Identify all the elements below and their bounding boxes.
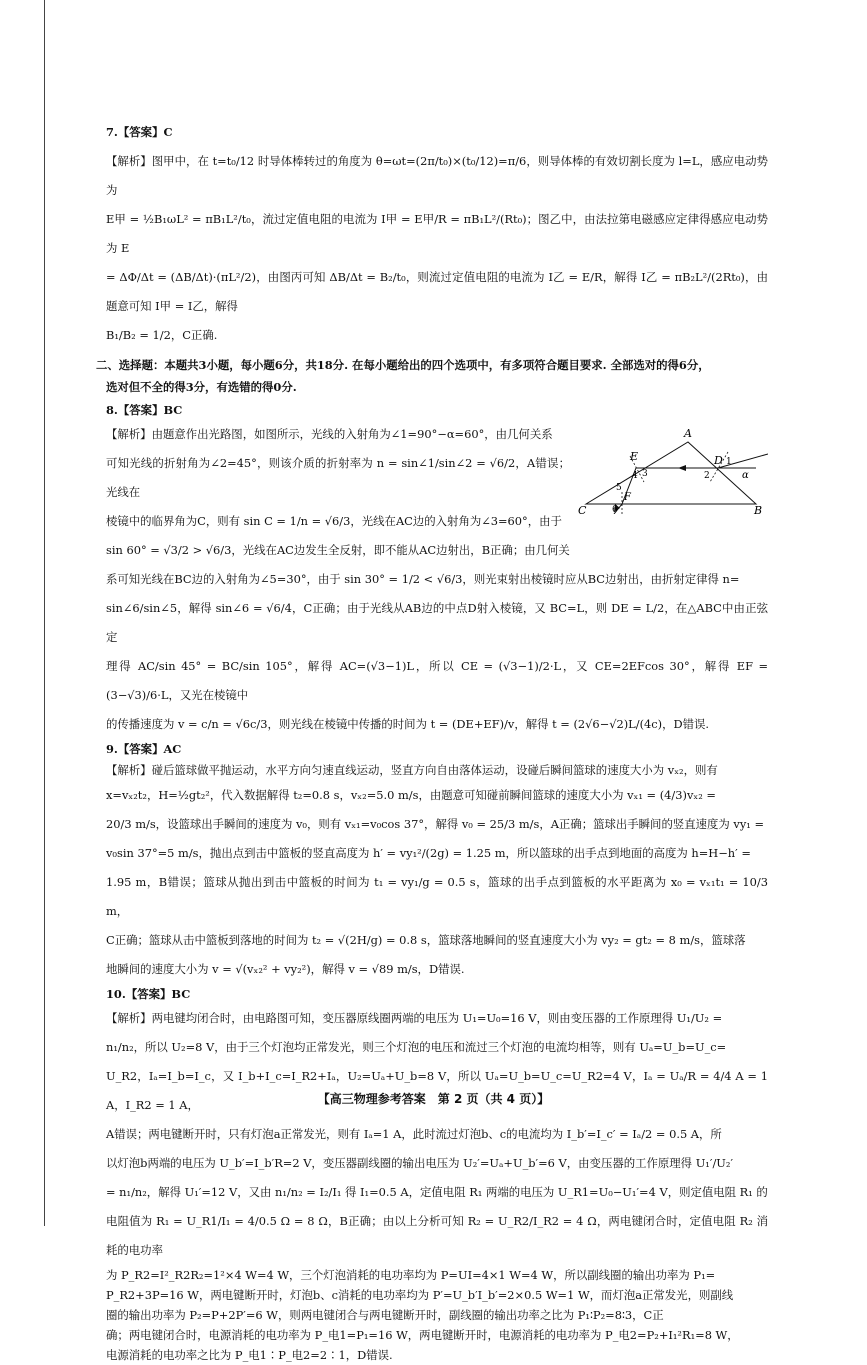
angle-6: 6: [612, 505, 618, 514]
prism-triangle: [586, 442, 756, 504]
q8-line-2: 可知光线的折射角为∠2=45°，则该介质的折射率为 n = sin∠1/sin∠2 = √6/2，A错误；光线在: [106, 456, 570, 499]
q10-line-11: 确；两电键闭合时，电源消耗的电功率为 P_电1=P₁=16 W，两电键断开时，电源消耗的电功率为 P_电2=P₂+I₁²R₁=8 W，: [106, 1328, 739, 1342]
section2-heading-1: 二、选择题：本题共3小题，每小题6分，共18分. 在每小题给出的四个选项中，有多项符合题目要求. 全部选对的得6分，: [96, 358, 710, 372]
q10-line-4: A错误；两电键断开时，只有灯泡a正常发光，则有 Iₐ=1 A，此时流过灯泡b、c的电流均为 I_b′=I_c′ = Iₐ/2 = 0.5 A，所: [106, 1127, 722, 1141]
angle-1: 1: [726, 457, 732, 467]
page-footer: 【高三物理参考答案 第 2 页（共 4 页）】: [317, 1092, 550, 1106]
q8-answer: 8.【答案】BC: [106, 403, 183, 417]
q10-line-12: 电源消耗的电功率之比为 P_电1∶P_电2=2∶1，D错误.: [106, 1348, 393, 1362]
q10-line-2: n₁/n₂，所以 U₂=8 V，由于三个灯泡均正常发光，则三个灯泡的电压和流过三个灯泡的电流均相等，则有 Uₐ=U_b=U_c=: [106, 1040, 727, 1054]
label-e: E: [630, 450, 639, 463]
q10-line-1: 【解析】两电键均闭合时，由电路图可知，变压器原线圈两端的电压为 U₁=U₀=16 V，则由变压器的工作原理得 U₁/U₂ =: [106, 1011, 723, 1025]
q7-line-4: B₁/B₂ = 1/2，C正确.: [106, 328, 218, 342]
q9-line-1: 【解析】碰后篮球做平抛运动，水平方向匀速直线运动，竖直方向自由落体运动，设碰后瞬间篮球的速度大小为 vₓ₂，则有: [106, 763, 718, 777]
q7-line-1: 【解析】图甲中，在 t=t₀/12 时导体棒转过的角度为 θ=ωt=(2π/t₀)×(t₀/12)=π/6，则导体棒的有效切割长度为 l=L，感应电动势为: [106, 154, 768, 197]
q10-line-6: = n₁/n₂，解得 U₁′=12 V，又由 n₁/n₂ = I₂/I₁ 得 I₁=0.5 A，定值电阻 R₁ 两端的电压为 U_R1=U₀−U₁′=4 V，则定值电阻 R₁ 的: [106, 1185, 768, 1199]
q8-line-8: 的传播速度为 v = c/n = √6c/3，则光线在棱镜中传播的时间为 t = (DE+EF)/v，解得 t = (2√6−√2)L/(4c)，D错误.: [106, 717, 710, 731]
label-a: A: [684, 427, 692, 440]
answer-content: [96, 118, 768, 1365]
q10-line-7: 电阻值为 R₁ = U_R1/I₁ = 4/0.5 Ω = 8 Ω，B正确；由以上分析可知 R₂ = U_R2/I_R2 = 4 Ω，两电键闭合时，定值电阻 R₂ 消耗的电功率: [106, 1214, 768, 1257]
q8-line-4: sin 60° = √3/2 > √6/3，光线在AC边发生全反射，即不能从AC边射出，B正确；由几何关: [106, 543, 570, 557]
label-d: D: [714, 454, 723, 467]
q9-line-4: v₀sin 37°=5 m/s，抛出点到击中篮板的竖直高度为 h′ = vy₁²/(2g) = 1.25 m，所以篮球的出手点到地面的高度为 h=H−h′ =: [106, 846, 751, 860]
q9-line-7: 地瞬间的速度大小为 v = √(vₓ₂² + vy₂²)，解得 v = √89 m/s，D错误.: [106, 962, 465, 976]
q7-line-3: = ΔΦ/Δt = (ΔB/Δt)·(πL²/2)，由图丙可知 ΔB/Δt = B₂/t₀，则流过定值电阻的电流为 I乙 = E/R，解得 I乙 = πB₂L²/(2Rt₀)，由题意可知 I甲 = I乙，解得: [106, 270, 768, 313]
q7-answer: 7.【答案】C: [106, 125, 173, 139]
prism-figure: [578, 424, 768, 514]
q9-line-6: C正确；篮球从击中篮板到落地的时间为 t₂ = √(2H/g) = 0.8 s，篮球落地瞬间的竖直速度大小为 vy₂ = gt₂ = 8 m/s，篮球落: [106, 933, 746, 947]
label-b: B: [754, 504, 763, 514]
binding-margin-line: [44, 0, 45, 1226]
q10-line-5: 以灯泡b两端的电压为 U_b′=I_b′R=2 V，变压器副线圈的输出电压为 U₂′=Uₐ+U_b′=6 V，由变压器的工作原理得 U₁′/U₂′: [106, 1156, 734, 1170]
q9-line-5: 1.95 m，B错误；篮球从抛出到击中篮板的时间为 t₁ = vy₁/g = 0.5 s，篮球的出手点到篮板的水平距离为 x₀ = vₓ₁t₁ = 10/3 m，: [106, 875, 768, 918]
q10-line-8: 为 P_R2=I²_R2R₂=1²×4 W=4 W，三个灯泡消耗的电功率均为 P=UI=4×1 W=4 W，所以副线圈的输出功率为 P₁=: [106, 1268, 716, 1282]
angle-3: 3: [642, 469, 648, 479]
q8-line-5: 系可知光线在BC边的入射角为∠5=30°，由于 sin 30° = 1/2 < √6/3，则光束射出棱镜时应从BC边射出，由折射定律得 n=: [106, 572, 740, 586]
q9-answer: 9.【答案】AC: [106, 742, 182, 756]
q10-line-3: U_R2，Iₐ=I_b=I_c，又 I_b+I_c=I_R2+Iₐ，U₂=Uₐ+U_b=8 V，所以 Uₐ=U_b=U_c=U_R2=4 V，Iₐ = Uₐ/R = 4/4 A = 1 A，I_R2 = 1 A，: [106, 1069, 768, 1112]
q8-line-3: 棱镜中的临界角为C，则有 sin C = 1/n = √6/3，光线在AC边的入射角为∠3=60°，由于: [106, 514, 562, 528]
angle-2: 2: [704, 471, 710, 481]
label-c: C: [578, 504, 587, 514]
angle-4: 4: [632, 471, 638, 481]
q10-answer: 10.【答案】BC: [106, 987, 191, 1001]
angle-5: 5: [616, 483, 622, 493]
angle-alpha: α: [742, 470, 749, 481]
q9-line-3: 20/3 m/s，设篮球出手瞬间的速度为 v₀，则有 vₓ₁=v₀cos 37°，解得 v₀ = 25/3 m/s，A正确；篮球出手瞬间的竖直速度为 vy₁ =: [106, 817, 765, 831]
q10-line-9: P_R2+3P=16 W，两电键断开时，灯泡b、c消耗的电功率均为 P′=U_b′I_b′=2×0.5 W=1 W，而灯泡a正常发光，则副线: [106, 1288, 734, 1302]
label-f: F: [624, 492, 631, 503]
q8-line-7: 理得 AC/sin 45° = BC/sin 105°，解得 AC=(√3−1)L，所以 CE = (√3−1)/2·L，又 CE=2EFcos 30°，解得 EF = (3−√3)/6·L，又光在棱镜中: [106, 659, 768, 702]
q9-line-2: x=vₓ₂t₂，H=½gt₂²，代入数据解得 t₂=0.8 s，vₓ₂=5.0 m/s，由题意可知碰前瞬间篮球的速度大小为 vₓ₁ = (4/3)vₓ₂ =: [106, 788, 716, 802]
q7-line-2: E甲 = ½B₁ωL² = πB₁L²/t₀，流过定值电阻的电流为 I甲 = E甲/R = πB₁L²/(Rt₀)；图乙中，由法拉第电磁感应定律得感应电动势为 E: [106, 212, 768, 255]
prism-diagram: [578, 424, 768, 514]
ray-arrow-1: [678, 465, 686, 471]
q10-line-10: 圈的输出功率为 P₂=P+2P′=6 W，则两电键闭合与两电键断开时，副线圈的输出功率之比为 P₁∶P₂=8∶3，C正: [106, 1308, 664, 1322]
q8-line-6: sin∠6/sin∠5，解得 sin∠6 = √6/4，C正确；由于光线从AB边的中点D射入棱镜，又 BC=L，则 DE = L/2，在△ABC中由正弦定: [106, 601, 768, 644]
section2-heading-2: 选对但不全的得3分，有选错的得0分.: [106, 380, 297, 394]
q8-line-1: 【解析】由题意作出光路图，如图所示，光线的入射角为∠1=90°−α=60°，由几何关系: [106, 427, 553, 441]
